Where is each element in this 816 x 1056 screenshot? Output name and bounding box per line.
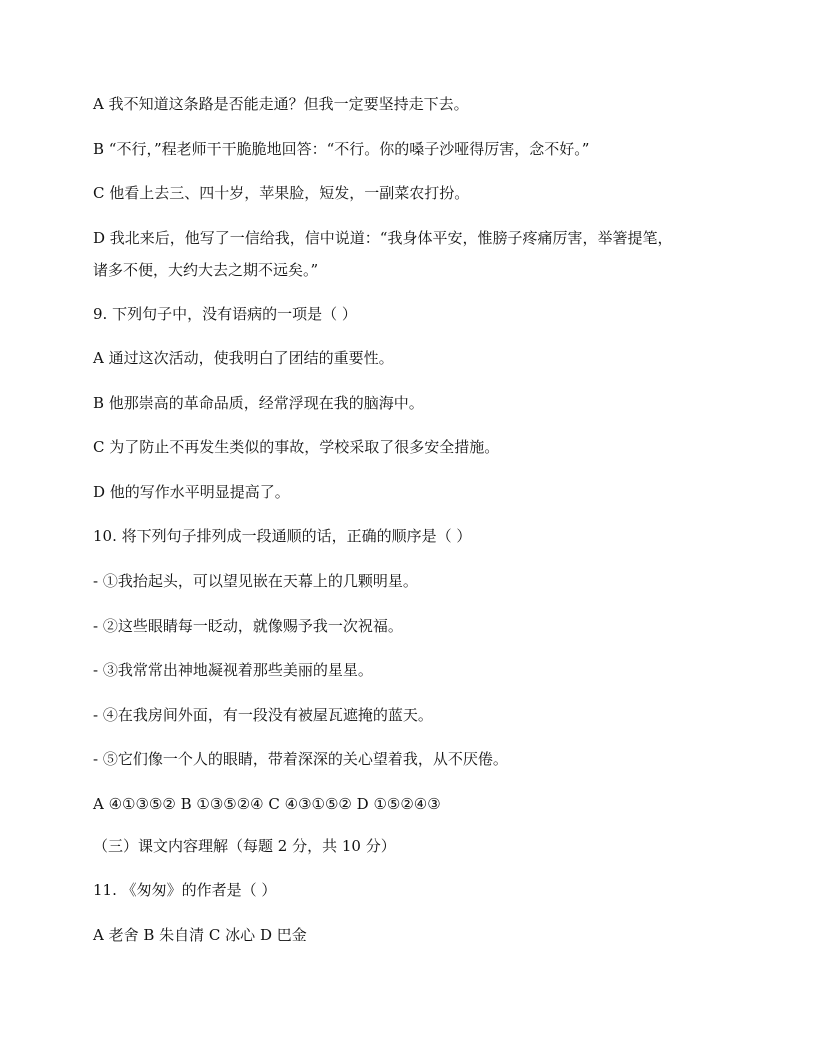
option-c-line: C 他看上去三、四十岁，苹果脸，短发，一副菜农打扮。 [93, 184, 470, 202]
q9-option-b: B 他那崇高的革命品质，经常浮现在我的脑海中。 [93, 394, 424, 412]
section-3-heading: （三）课文内容理解（每题 2 分，共 10 分） [93, 837, 396, 855]
q9-option-a: A 通过这次活动，使我明白了团结的重要性。 [93, 349, 394, 367]
question-9: 9. 下列句子中，没有语病的一项是（ ） [93, 305, 357, 323]
q10-sentence-1: - ①我抬起头，可以望见嵌在天幕上的几颗明星。 [93, 572, 418, 590]
option-d-continuation: 诸多不便，大约大去之期不远矣。” [93, 261, 319, 279]
q10-options: A ④①③⑤② B ①③⑤②④ C ④③①⑤② D ①⑤②④③ [93, 795, 441, 813]
option-a-line: A 我不知道这条路是否能走通？但我一定要坚持走下去。 [93, 95, 469, 113]
option-d-line: D 我北来后，他写了一信给我，信中说道：“我身体平安，惟膀子疼痛厉害，举箸提笔， [93, 229, 673, 247]
question-11: 11. 《匆匆》的作者是（ ） [93, 881, 277, 899]
q10-sentence-3: - ③我常常出神地凝视着那些美丽的星星。 [93, 661, 373, 679]
question-10: 10. 将下列句子排列成一段通顺的话，正确的顺序是（ ） [93, 527, 472, 545]
q9-option-c: C 为了防止不再发生类似的事故，学校采取了很多安全措施。 [93, 438, 500, 456]
q10-sentence-5: - ⑤它们像一个人的眼睛，带着深深的关心望着我，从不厌倦。 [93, 750, 508, 768]
q11-options: A 老舍 B 朱自清 C 冰心 D 巴金 [93, 926, 307, 944]
q10-sentence-4: - ④在我房间外面，有一段没有被屋瓦遮掩的蓝天。 [93, 706, 433, 724]
q9-option-d: D 他的写作水平明显提高了。 [93, 483, 290, 501]
option-b-line: B “不行，”程老师干干脆脆地回答：“不行。你的嗓子沙哑得厉害，念不好。” [93, 140, 590, 158]
q10-sentence-2: - ②这些眼睛每一眨动，就像赐予我一次祝福。 [93, 617, 403, 635]
